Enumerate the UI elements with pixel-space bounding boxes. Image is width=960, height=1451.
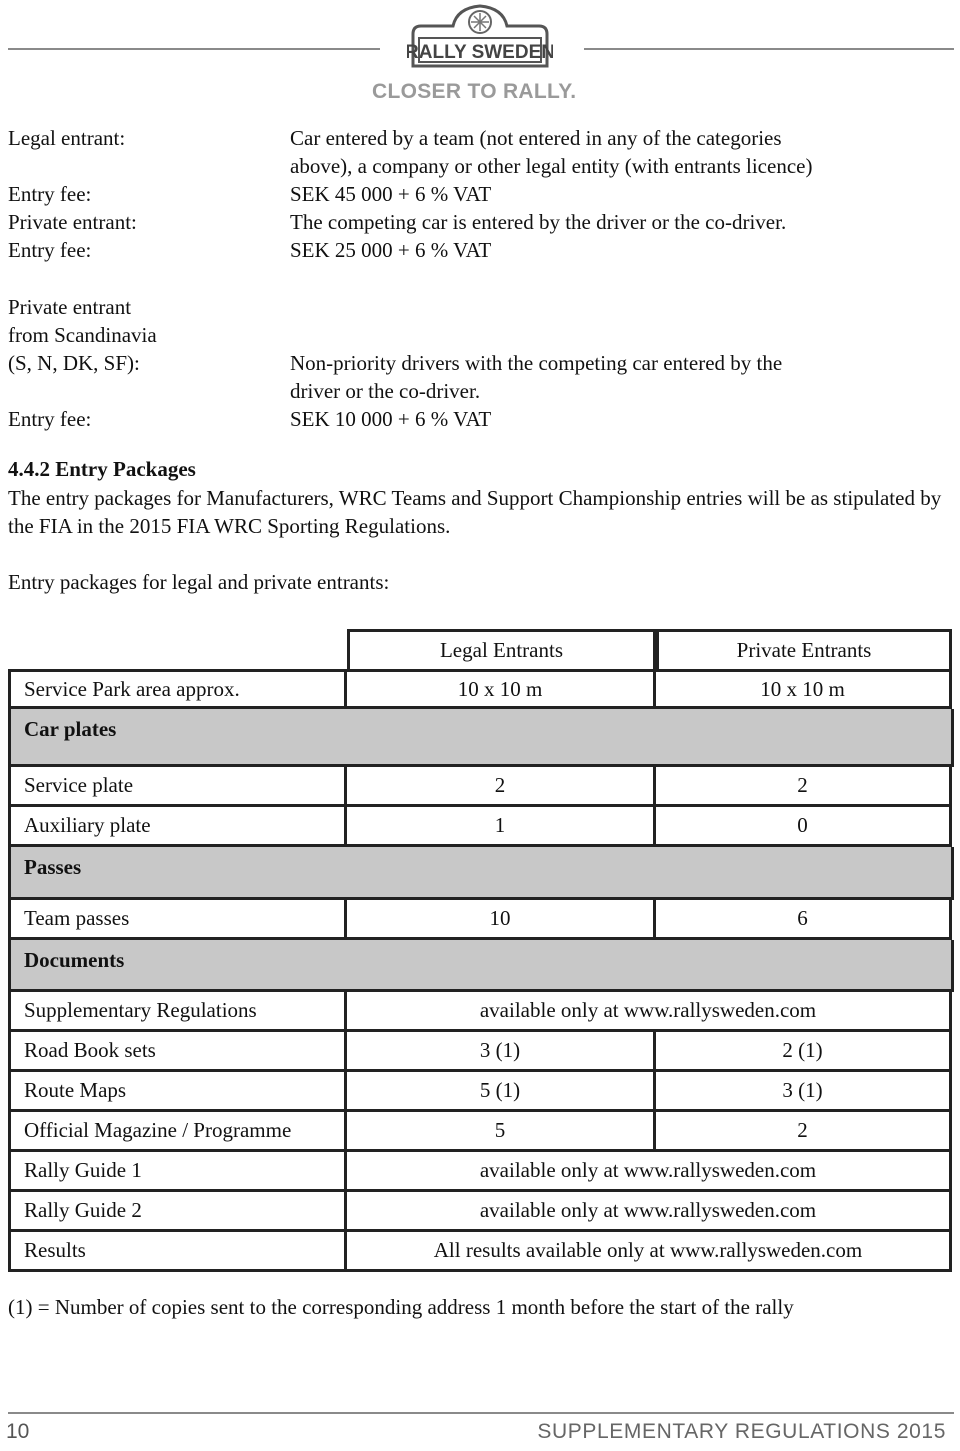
table-row	[8, 1152, 954, 1192]
row-label: Team passes	[8, 900, 347, 940]
table-row	[8, 807, 954, 847]
scandinavia-label-3: (S, N, DK, SF):	[8, 351, 140, 375]
section-label: Passes	[8, 847, 954, 900]
table-section-passes	[8, 847, 954, 900]
legal-value: 3 (1)	[347, 1032, 656, 1072]
legal-entrant-desc-2: above), a company or other legal entity (with entrants licence)	[290, 154, 813, 178]
table-header-row	[8, 629, 954, 669]
legal-entrant-desc-1: Car entered by a team (not entered in any of the categories	[290, 126, 782, 150]
table-row	[8, 767, 954, 807]
private-value: 6	[656, 900, 952, 940]
row-label: Official Magazine / Programme	[8, 1112, 347, 1152]
row-label: Results	[8, 1232, 347, 1272]
footer-rule	[8, 1412, 954, 1414]
table-row	[8, 992, 954, 1032]
private-fee-label: Entry fee:	[8, 238, 92, 262]
private-value: 2	[656, 1112, 952, 1152]
row-label: Supplementary Regulations	[8, 992, 347, 1032]
row-label: Rally Guide 1	[8, 1152, 347, 1192]
merged-value: available only at www.rallysweden.com	[347, 992, 952, 1032]
scandinavia-label-1: Private entrant	[8, 295, 132, 319]
scandinavia-fee-value: SEK 10 000 + 6 % VAT	[290, 407, 492, 431]
table-row	[8, 1072, 954, 1112]
legal-value: 10 x 10 m	[347, 669, 656, 709]
table-row	[8, 900, 954, 940]
section-label: Documents	[8, 940, 954, 992]
table-row	[8, 1192, 954, 1232]
private-value: 2 (1)	[656, 1032, 952, 1072]
legal-value: 5	[347, 1112, 656, 1152]
legal-value: 5 (1)	[347, 1072, 656, 1112]
merged-value: All results available only at www.rallysweden.com	[347, 1232, 952, 1272]
packages-intro: The entry packages for Manufacturers, WRC Teams and Support Championship entries will be as stipulated by the FIA in the 2015 FIA WRC Sporting Regulations.	[8, 486, 942, 538]
tagline: CLOSER TO RALLY.	[372, 80, 577, 103]
private-entrant-desc: The competing car is entered by the driver or the co-driver.	[290, 210, 787, 234]
row-label: Road Book sets	[8, 1032, 347, 1072]
scandinavia-fee-label: Entry fee:	[8, 407, 92, 431]
legal-entrant-label: Legal entrant:	[8, 126, 126, 150]
merged-value: available only at www.rallysweden.com	[347, 1192, 952, 1232]
legal-value: 1	[347, 807, 656, 847]
legal-fee-label: Entry fee:	[8, 182, 92, 206]
row-label: Service plate	[8, 767, 347, 807]
row-label: Auxiliary plate	[8, 807, 347, 847]
scandinavia-desc-2: driver or the co-driver.	[290, 379, 481, 403]
private-fee-value: SEK 25 000 + 6 % VAT	[290, 238, 492, 262]
scandinavia-label-2: from Scandinavia	[8, 323, 157, 347]
table-section-documents	[8, 940, 954, 992]
legal-value: 2	[347, 767, 656, 807]
merged-value: available only at www.rallysweden.com	[347, 1152, 952, 1192]
private-value: 0	[656, 807, 952, 847]
table-row	[8, 1032, 954, 1072]
col-header-legal: Legal Entrants	[347, 629, 656, 669]
scandinavia-desc-1: Non-priority drivers with the competing car entered by the	[290, 351, 783, 375]
legal-value: 10	[347, 900, 656, 940]
footer-title: SUPPLEMENTARY REGULATIONS 2015	[537, 1420, 946, 1443]
private-value: 2	[656, 767, 952, 807]
col-header-private: Private Entrants	[656, 629, 952, 669]
page-number: 10	[6, 1420, 30, 1443]
table-section-car-plates	[8, 709, 954, 767]
header-rule-left	[8, 48, 380, 50]
section-label: Car plates	[8, 709, 954, 767]
section-heading: 4.4.2 Entry Packages	[8, 457, 196, 481]
row-label: Service Park area approx.	[8, 669, 347, 709]
row-label: Rally Guide 2	[8, 1192, 347, 1232]
table-row	[8, 1232, 954, 1272]
footnote: (1) = Number of copies sent to the corresponding address 1 month before the start of the rally	[8, 1295, 794, 1319]
table-row	[8, 1112, 954, 1152]
logo-text: RALLY SWEDEN	[407, 42, 553, 63]
private-entrant-label: Private entrant:	[8, 210, 137, 234]
private-value: 10 x 10 m	[656, 669, 952, 709]
legal-fee-value: SEK 45 000 + 6 % VAT	[290, 182, 492, 206]
row-label: Route Maps	[8, 1072, 347, 1112]
packages-subheading: Entry packages for legal and private entrants:	[8, 570, 390, 594]
private-value: 3 (1)	[656, 1072, 952, 1112]
header-rule-right	[584, 48, 954, 50]
table-row	[8, 669, 954, 709]
rally-sweden-logo	[407, 4, 553, 68]
